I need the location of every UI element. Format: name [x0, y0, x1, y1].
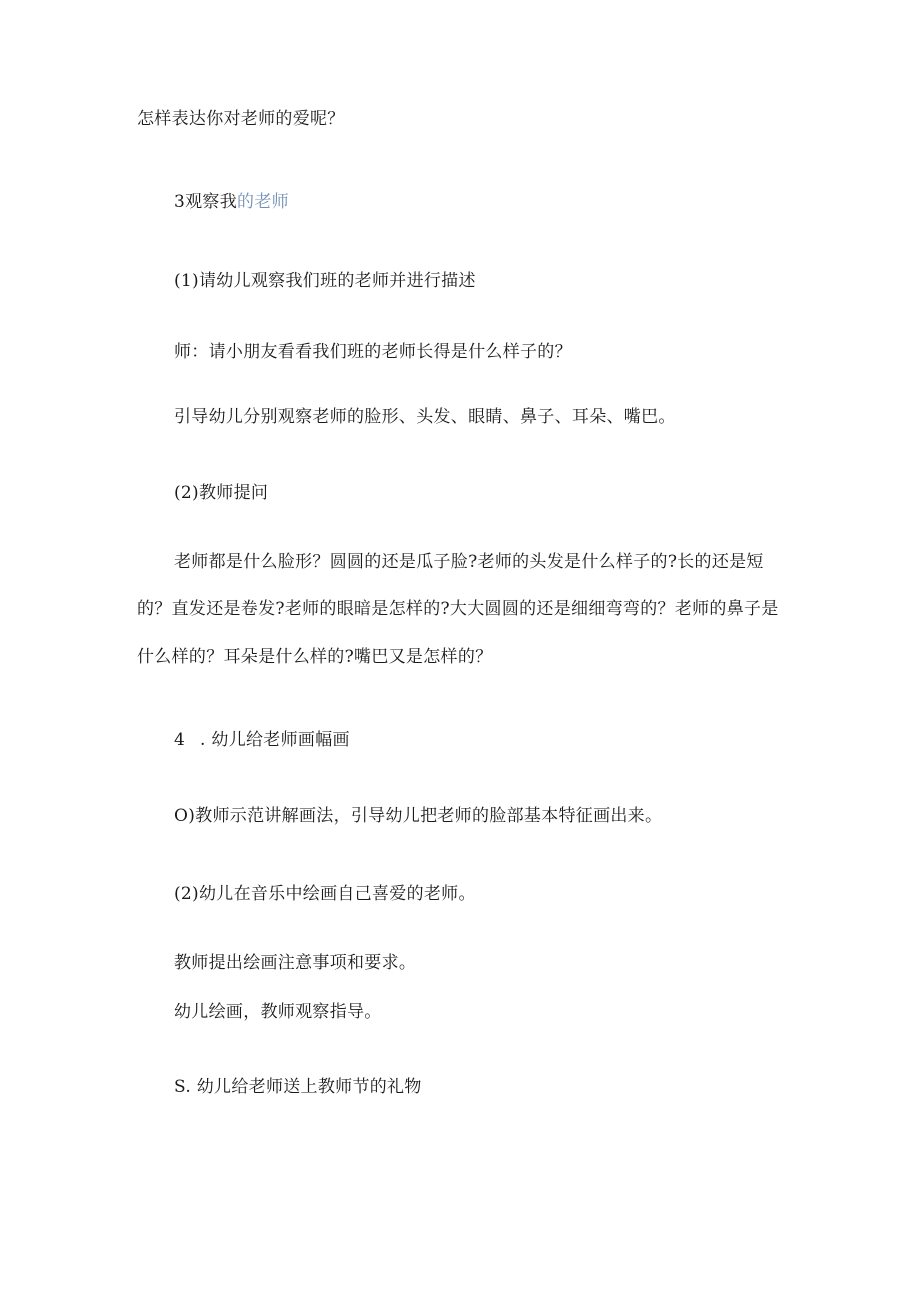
guide-observe — [174, 406, 676, 428]
section-3-heading-accent: 的老师 — [237, 192, 289, 212]
questions-line-3 — [137, 646, 492, 668]
questions-line-1 — [174, 551, 764, 573]
section-4-heading-text: . 幼儿给老师画幅画 — [200, 730, 350, 750]
step-3-2-heading — [174, 482, 268, 504]
step-3-1-heading — [174, 270, 476, 292]
step-4-3 — [174, 952, 416, 974]
questions-line-2-text: 的？直发还是卷发?老师的眼暗是怎样的?大大圆圆的还是细细弯弯的？老师的鼻子是 — [137, 599, 779, 619]
section-4-heading — [174, 729, 350, 751]
guide-observe-text: 引导幼儿分别观察老师的脸形、头发、眼睛、鼻子、耳朵、嘴巴。 — [174, 407, 676, 427]
step-3-1-heading-text: (1)请幼儿观察我们班的老师并进行描述 — [174, 271, 476, 291]
step-3-2-heading-text: (2)教师提问 — [174, 483, 269, 503]
step-4-4-text: 幼儿绘画，教师观察指导。 — [174, 1002, 382, 1022]
questions-line-2 — [137, 598, 779, 620]
teacher-prompt-text: 师：请小朋友看看我们班的老师长得是什么样子的？ — [174, 342, 572, 362]
section-5-heading-text: S. 幼儿给老师送上教师节的礼物 — [174, 1077, 422, 1097]
step-4-4 — [174, 1001, 382, 1023]
step-4-3-text: 教师提出绘画注意事项和要求。 — [174, 953, 417, 973]
step-4-2-text: (2)幼儿在音乐中绘画自己喜爱的老师。 — [174, 884, 476, 904]
step-4-2 — [174, 883, 476, 905]
section-5-heading — [174, 1076, 422, 1098]
section-3-heading — [174, 191, 289, 213]
step-4-1 — [174, 805, 662, 827]
questions-line-3-text: 什么样的？耳朵是什么样的?嘴巴又是怎样的？ — [137, 647, 493, 667]
step-4-1-text: O)教师示范讲解画法，引导幼儿把老师的脸部基本特征画出来。 — [174, 806, 663, 826]
section-3-heading-lead: 3观察我 — [174, 192, 238, 212]
teacher-prompt — [174, 341, 572, 363]
paragraph-question-text: 怎样表达你对老师的爱呢？ — [137, 109, 345, 129]
questions-line-1-text: 老师都是什么脸形？圆圆的还是瓜子脸?老师的头发是什么样子的?长的还是短 — [174, 552, 764, 572]
paragraph-question — [137, 108, 345, 130]
section-4-number: 4 — [174, 730, 186, 750]
